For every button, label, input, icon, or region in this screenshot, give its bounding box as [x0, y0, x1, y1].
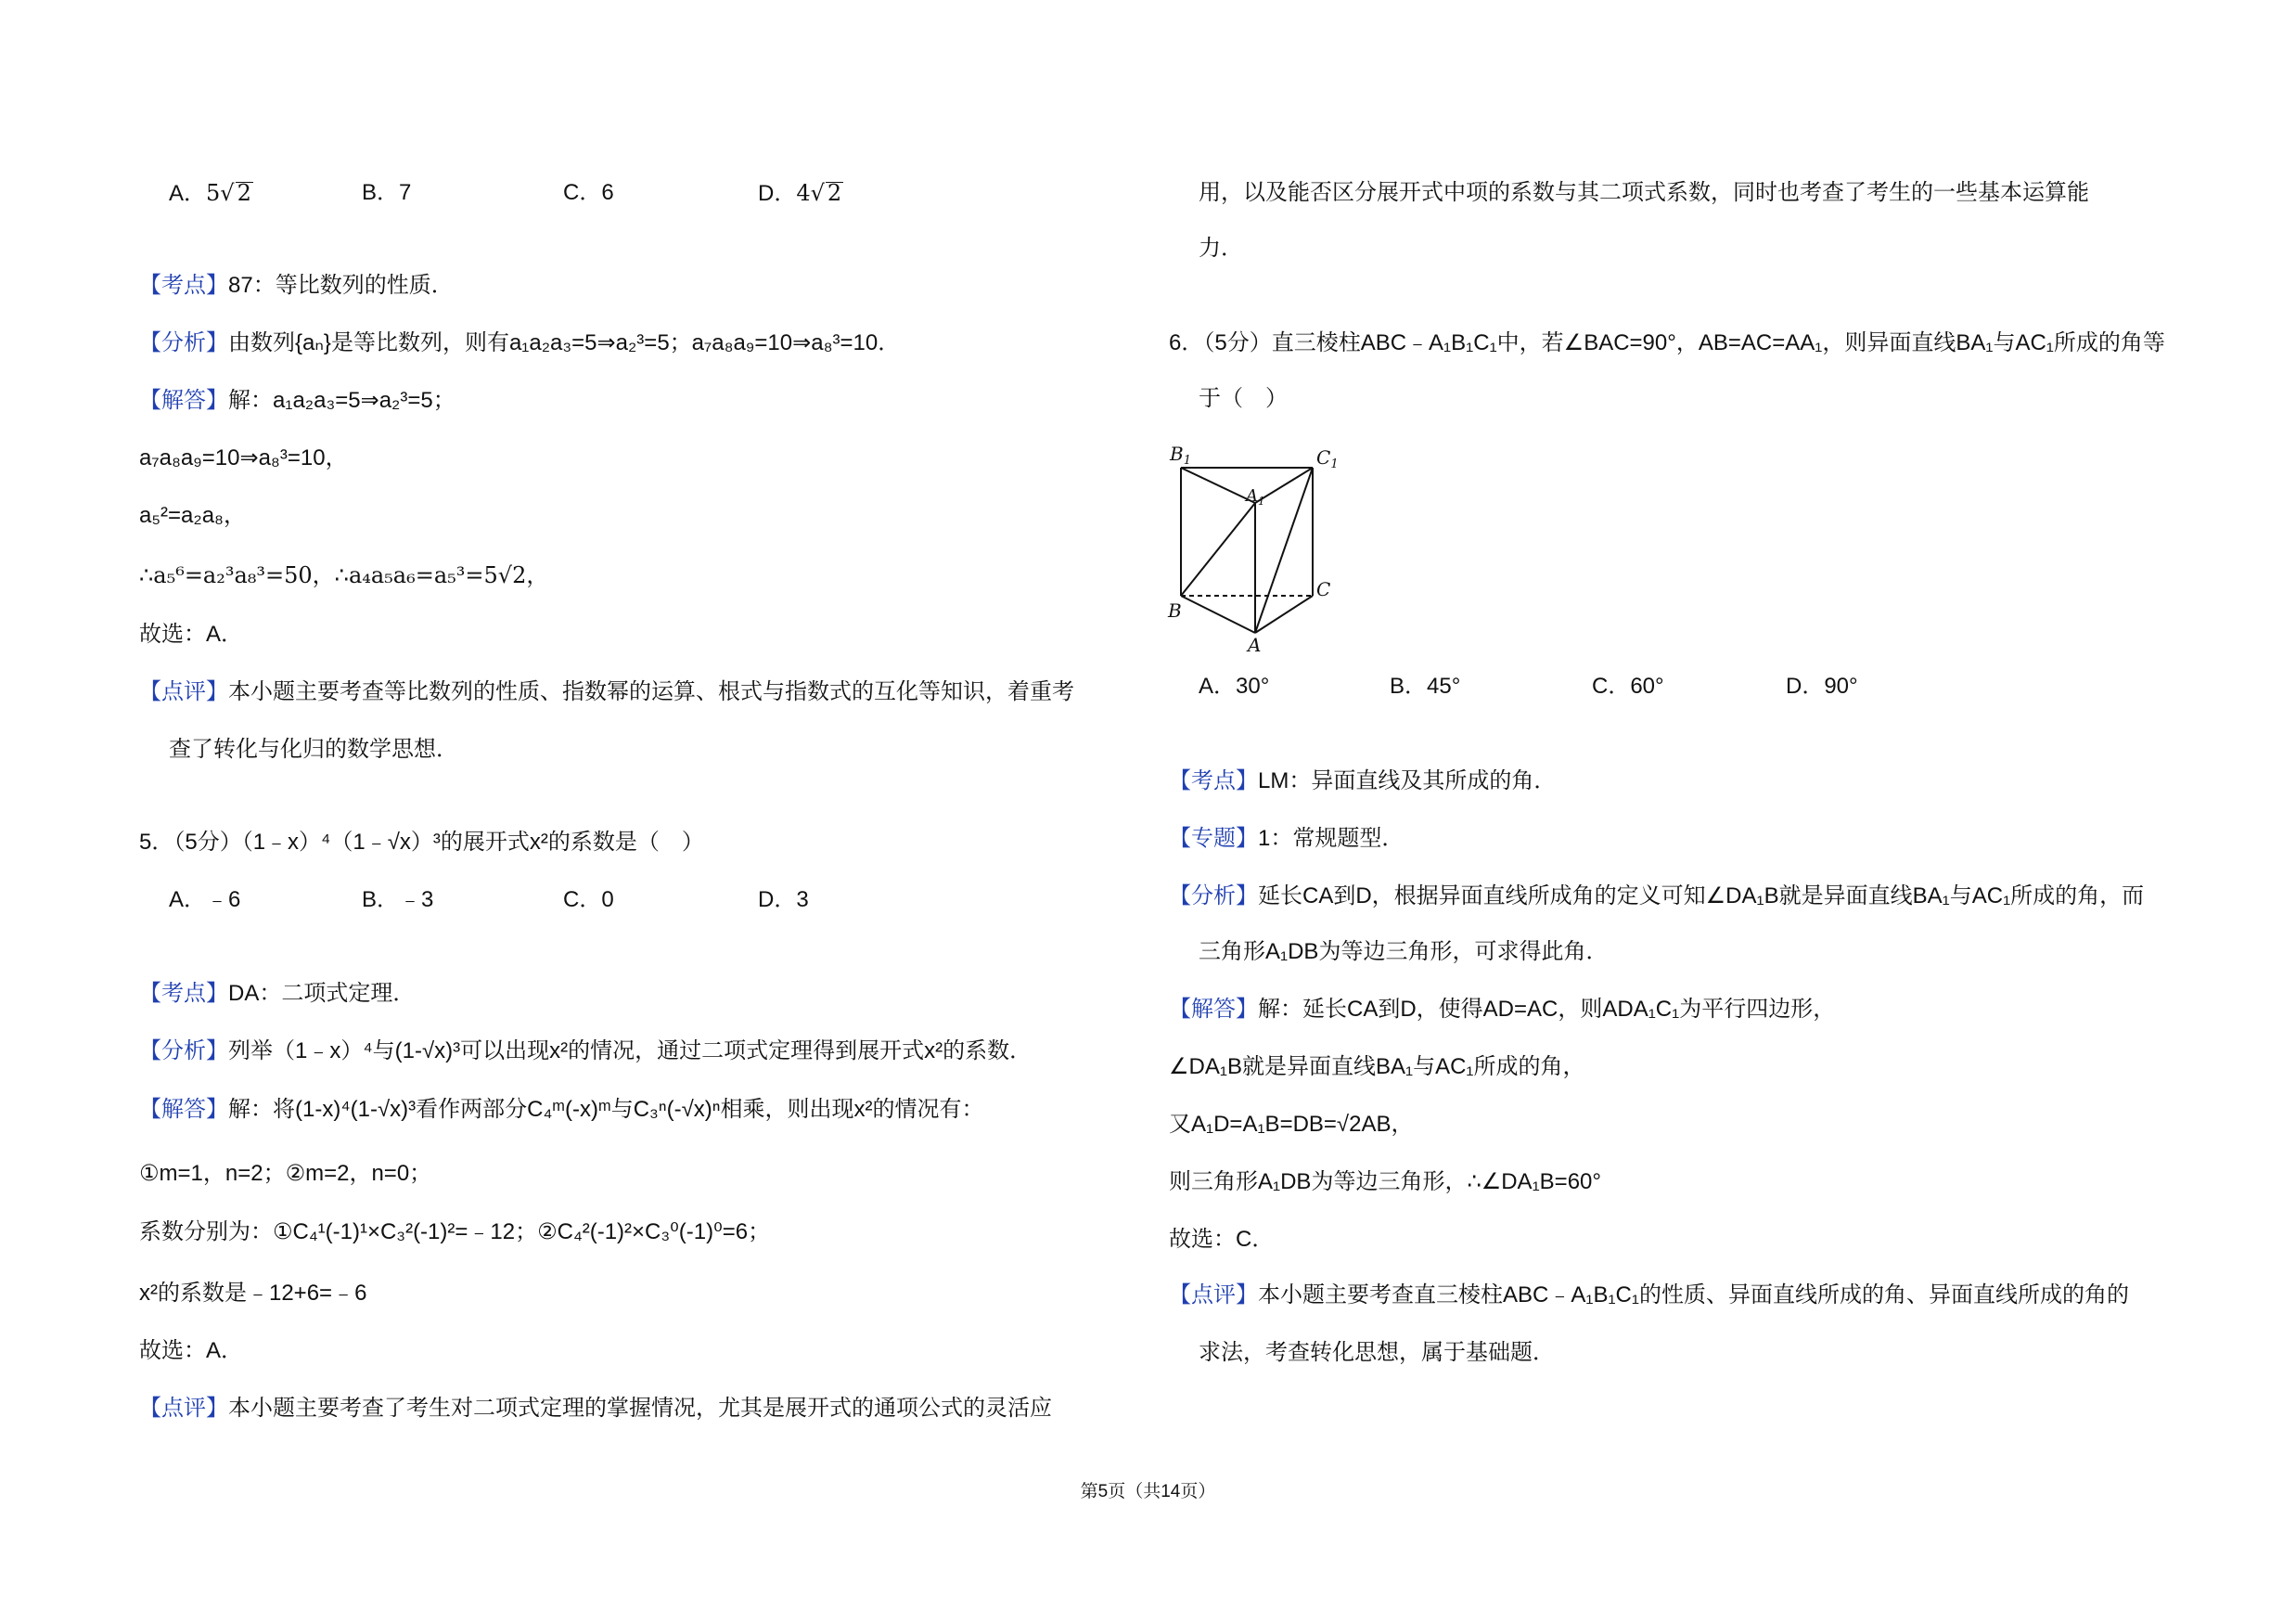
sqrt-sign: √ — [220, 180, 235, 206]
jieda-text: 解：延长CA到D，使得AD=AC，则ADA₁C₁为平行四边形， — [1258, 997, 1836, 1022]
q6-jieda — [1169, 995, 1835, 1024]
q4-kaodian — [139, 271, 454, 301]
q6-solution-line5: 故选：C． — [1169, 1227, 1275, 1252]
q5-solution-line2: ①m=1，n=2；②m=2，n=0； — [139, 1161, 432, 1186]
q6-option-d: D．90° — [1786, 674, 1858, 699]
q6-option-b: B．45° — [1390, 674, 1461, 699]
fenxi-text: 延长CA到D，根据异面直线所成角的定义可知∠DA₁B就是异面直线BA₁与AC₁所成的角，而 — [1258, 883, 2145, 908]
edge-ba — [1181, 596, 1255, 633]
q6-option-c: C．60° — [1592, 674, 1664, 699]
fenxi-text: 列举（1﹣x）⁴与(1-√x)³可以出现x²的情况，通过二项式定理得到展开式x²的系数． — [228, 1038, 1033, 1063]
q6-solution-line2: ∠DA₁B就是异面直线BA₁与AC₁所成的角， — [1169, 1054, 1585, 1079]
q4-option-a-radicand: 2 — [237, 180, 251, 206]
edge-ba1 — [1181, 503, 1255, 596]
q4-fenxi — [139, 328, 900, 358]
q5-solution-line5: 故选：A． — [139, 1338, 244, 1363]
dianping-text: 本小题主要考查直三棱柱ABC﹣A₁B₁C₁的性质、异面直线所成的角、异面直线所成的角的 — [1258, 1282, 2129, 1307]
q4-dianping-cont: 查了转化与化归的数学思想． — [169, 737, 458, 762]
zhuanti-tag: 【专题】 — [1169, 826, 1258, 851]
label-b: B — [1168, 599, 1182, 622]
label-c1: $C_1$ — [1316, 446, 1339, 471]
dianping-text: 本小题主要考查等比数列的性质、指数幂的运算、根式与指数式的互化等知识，着重考 — [228, 679, 1074, 704]
zhuanti-text: 1：常规题型． — [1258, 826, 1405, 851]
sqrt-sign: √ — [810, 180, 825, 206]
q6-option-a: A．30° — [1199, 674, 1270, 699]
q5-dianping-cont2: 用，以及能否区分展开式中项的系数与其二项式系数，同时也考查了考生的一些基本运算能 — [1199, 180, 2089, 205]
jieda-text: 解：a₁a₂a₃=5⇒a₂³=5； — [228, 388, 455, 413]
q4-solution-line5: 故选：A． — [139, 622, 244, 647]
q4-option-d-radicand: 2 — [827, 180, 842, 206]
q4-option-d — [758, 178, 843, 209]
q6-stem-cont: 于（ ） — [1199, 386, 1288, 411]
q5-option-c: C．0 — [563, 887, 614, 912]
q5-dianping — [139, 1394, 1052, 1423]
q5-dianping-cont3: 力． — [1199, 236, 1243, 261]
page-footer: 第5页（共14页） — [1080, 1482, 1216, 1501]
q6-fenxi — [1169, 882, 2144, 911]
jieda-tag: 【解答】 — [1169, 997, 1258, 1022]
q6-dianping-cont: 求法，考查转化思想，属于基础题． — [1199, 1340, 1555, 1365]
q4-dianping — [139, 677, 1074, 707]
q4-option-a-label: A． — [169, 181, 207, 206]
q5-jieda — [139, 1095, 983, 1125]
q4-solution-line4: ∴a₅⁶=a₂³a₈³=50，∴a₄a₅a₆=a₅³=5√2， — [139, 562, 549, 588]
kaodian-tag: 【考点】 — [1169, 768, 1258, 793]
prism-figure — [1164, 436, 1354, 659]
q6-stem: 6．（5分）直三棱柱ABC﹣A₁B₁C₁中，若∠BAC=90°，AB=AC=AA₁，则异面直线BA₁与AC₁所成的角等 — [1169, 330, 2165, 355]
kaodian-text: LM：异面直线及其所成的角． — [1258, 768, 1557, 793]
q6-solution-line3: 又A₁D=A₁B=DB=√2AB， — [1169, 1112, 1414, 1137]
fenxi-tag: 【分析】 — [139, 330, 228, 355]
kaodian-tag: 【考点】 — [139, 273, 228, 298]
q4-option-a — [169, 178, 253, 209]
jieda-text: 解：将(1-x)⁴(1-√x)³看作两部分C₄ᵐ(-x)ᵐ与C₃ⁿ(-√x)ⁿ相乘，则出现x²的情况有： — [228, 1097, 984, 1122]
q6-fenxi-cont: 三角形A₁DB为等边三角形，可求得此角． — [1199, 939, 1609, 964]
q6-dianping — [1169, 1281, 2129, 1310]
fenxi-text: 由数列{aₙ}是等比数列，则有a₁a₂a₃=5⇒a₂³=5；a₇a₈a₉=10⇒a₈³=10． — [228, 330, 901, 355]
q5-solution-line4: x²的系数是﹣12+6=﹣6 — [139, 1281, 367, 1306]
q4-jieda — [139, 386, 455, 416]
label-a1: $A_1$ — [1246, 486, 1265, 508]
kaodian-tag: 【考点】 — [139, 981, 228, 1006]
q4-option-a-value: 5 — [206, 180, 221, 206]
q5-option-b: B．﹣3 — [362, 887, 434, 912]
q5-option-a: A．﹣6 — [169, 887, 241, 912]
q4-solution-line3: a₅²=a₂a₈， — [139, 503, 246, 528]
label-c: C — [1316, 578, 1331, 600]
dianping-tag: 【点评】 — [139, 679, 228, 704]
fenxi-tag: 【分析】 — [139, 1038, 228, 1063]
q4-option-b: B．7 — [362, 180, 412, 205]
label-b1: $B_1$ — [1170, 443, 1191, 468]
kaodian-text: 87：等比数列的性质． — [228, 273, 454, 298]
q5-option-d: D．3 — [758, 887, 809, 912]
q6-solution-line4: 则三角形A₁DB为等边三角形，∴∠DA₁B=60° — [1169, 1169, 1601, 1194]
dianping-text: 本小题主要考查了考生对二项式定理的掌握情况，尤其是展开式的通项公式的灵活应 — [228, 1396, 1052, 1421]
edge-ca — [1255, 596, 1313, 633]
q4-option-c: C．6 — [563, 180, 614, 205]
q4-option-d-label: D． — [758, 181, 797, 206]
jieda-tag: 【解答】 — [139, 388, 228, 413]
q5-kaodian — [139, 979, 415, 1009]
q5-fenxi — [139, 1037, 1032, 1066]
q4-solution-line2: a₇a₈a₉=10⇒a₈³=10， — [139, 445, 348, 470]
dianping-tag: 【点评】 — [1169, 1282, 1258, 1307]
dianping-tag: 【点评】 — [139, 1396, 228, 1421]
edge-b1a1 — [1181, 468, 1255, 503]
q5-stem: 5．（5分）（1﹣x）⁴（1﹣√x）³的展开式x²的系数是（ ） — [139, 830, 704, 855]
label-a: A — [1248, 634, 1262, 656]
fenxi-tag: 【分析】 — [1169, 883, 1258, 908]
q6-zhuanti — [1169, 824, 1404, 854]
edge-ac1 — [1255, 468, 1313, 633]
kaodian-text: DA：二项式定理． — [228, 981, 416, 1006]
jieda-tag: 【解答】 — [139, 1097, 228, 1122]
q4-option-d-value: 4 — [796, 180, 811, 206]
q5-solution-line3: 系数分别为：①C₄¹(-1)¹×C₃²(-1)²=﹣12；②C₄²(-1)²×C₃⁰(-1)⁰=6； — [139, 1219, 771, 1244]
q6-kaodian — [1169, 766, 1556, 796]
